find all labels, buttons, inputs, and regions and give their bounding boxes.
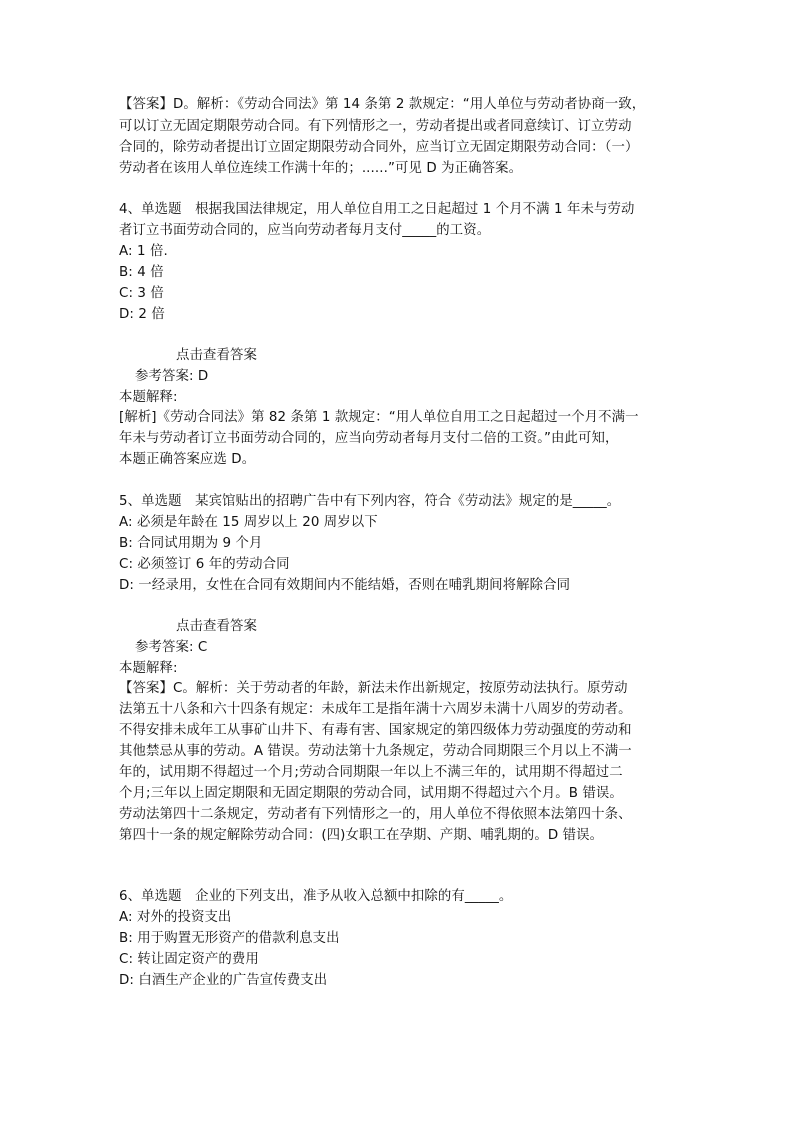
explain-line: 劳动法第四十二条规定，劳动者有下列情形之一的，用人单位不得依照本法第四十条、 xyxy=(119,807,632,822)
question-stem: 6、单选题 企业的下列支出，准予从收入总额中扣除的有_____。 xyxy=(119,889,513,904)
option-a: A: 对外的投资支出 xyxy=(119,910,232,925)
option-b: B: 用于购置无形资产的借款利息支出 xyxy=(119,931,340,946)
option-c: C: 必须签订 6 年的劳动合同 xyxy=(119,557,290,572)
explain-line: 合同的，除劳动者提出订立固定期限劳动合同外，应当订立无固定期限劳动合同：（一） xyxy=(119,140,639,155)
question-stem: 4、单选题 根据我国法律规定，用人单位自用工之日起超过 1 个月不满 1 年未与劳动 xyxy=(119,202,635,217)
option-a: A: 1 倍. xyxy=(119,244,168,259)
option-c: C: 3 倍 xyxy=(119,286,164,301)
option-d: D: 2 倍 xyxy=(119,307,165,322)
explain-label: 本题解释: xyxy=(119,390,178,405)
explain-line: 【答案】C。解析：关于劳动者的年龄，新法未作出新规定，按原劳动法执行。原劳动 xyxy=(119,681,628,696)
explain-line: 【答案】D。解析：《劳动合同法》第 14 条第 2 款规定：“用人单位与劳动者协商一致， xyxy=(119,97,646,112)
explain-line: 劳动者在该用人单位连续工作满十年的；......”可见 D 为正确答案。 xyxy=(119,161,523,176)
explain-line: 年未与劳动者订立书面劳动合同的，应当向劳动者每月支付二倍的工资。”由此可知， xyxy=(119,431,619,446)
explain-line: 不得安排未成年工从事矿山井下、有毒有害、国家规定的第四级体力劳动强度的劳动和 xyxy=(119,723,632,738)
option-c: C: 转让固定资产的费用 xyxy=(119,952,259,967)
option-a: A: 必须是年龄在 15 周岁以上 20 周岁以下 xyxy=(119,515,378,530)
question-stem: 者订立书面劳动合同的，应当向劳动者每月支付_____的工资。 xyxy=(119,223,491,238)
reference-answer: 参考答案: C xyxy=(135,640,208,655)
view-answer-link[interactable]: 点击查看答案 xyxy=(176,348,257,363)
explain-line: 可以订立无固定期限劳动合同。有下列情形之一，劳动者提出或者同意续订、订立劳动 xyxy=(119,119,632,134)
option-b: B: 4 倍 xyxy=(119,265,164,280)
option-d: D: 白酒生产企业的广告宣传费支出 xyxy=(119,973,328,988)
explain-line: 其他禁忌从事的劳动。A 错误。劳动法第十九条规定，劳动合同期限三个月以上不满一 xyxy=(119,744,632,759)
explain-line: 个月;三年以上固定期限和无固定期限的劳动合同，试用期不得超过六个月。B 错误。 xyxy=(119,786,623,801)
reference-answer: 参考答案: D xyxy=(135,369,209,384)
option-d: D: 一经录用，女性在合同有效期间内不能结婚，否则在哺乳期间将解除合同 xyxy=(119,578,571,593)
explain-label: 本题解释: xyxy=(119,661,178,676)
explain-line: 法第五十八条和六十四条有规定：未成年工是指年满十六周岁未满十八周岁的劳动者。 xyxy=(119,702,632,717)
explain-line: 第四十一条的规定解除劳动合同：(四)女职工在孕期、产期、哺乳期的。D 错误。 xyxy=(119,828,604,843)
explain-line: [解析]《劳动合同法》第 82 条第 1 款规定：“用人单位自用工之日起超过一个月不满一 xyxy=(119,410,639,425)
option-b: B: 合同试用期为 9 个月 xyxy=(119,536,263,551)
explain-line: 本题正确答案应选 D。 xyxy=(119,452,256,467)
question-stem: 5、单选题 某宾馆贴出的招聘广告中有下列内容，符合《劳动法》规定的是_____。 xyxy=(119,494,621,509)
view-answer-link[interactable]: 点击查看答案 xyxy=(176,619,257,634)
explain-line: 年的，试用期不得超过一个月;劳动合同期限一年以上不满三年的，试用期不得超过二 xyxy=(119,765,623,780)
